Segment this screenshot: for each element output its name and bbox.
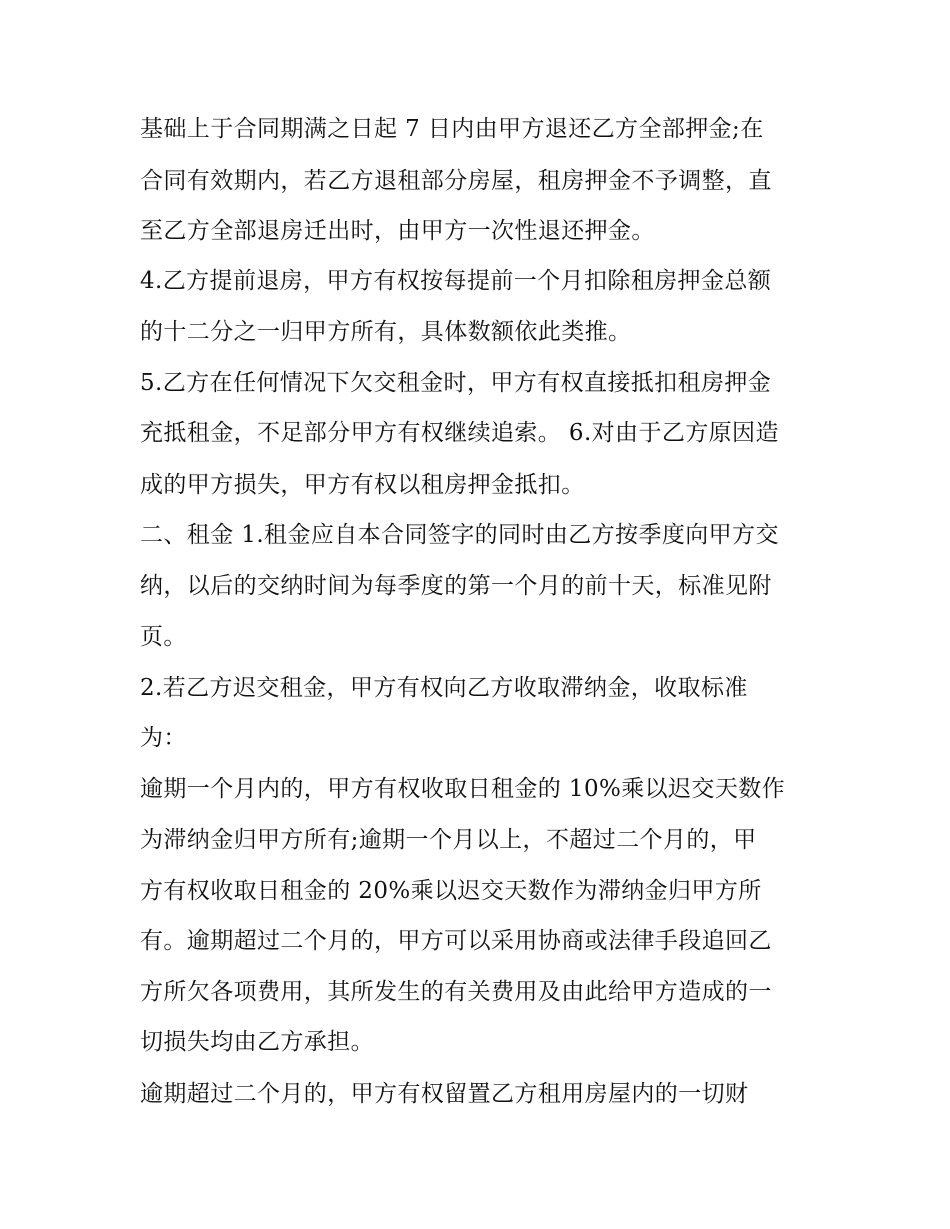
text-line: 方所欠各项费用，其所发生的有关费用及由此给甲方造成的一 (140, 979, 772, 1005)
text-line: 合同有效期内，若乙方退租部分房屋，租房押金不予调整，直 (140, 168, 772, 194)
text-line: 逾期一个月内的，甲方有权收取日租金的 10%乘以迟交天数作 (140, 776, 786, 802)
text-line: 4.乙方提前退房，甲方有权按每提前一个月扣除租房押金总额 (140, 268, 772, 294)
text-line: 2.若乙方迟交租金，甲方有权向乙方收取滞纳金，收取标准 (140, 675, 748, 701)
text-line: 切损失均由乙方承担。 (140, 1029, 374, 1055)
text-line: 页。 (140, 624, 187, 650)
text-line: 纳，以后的交纳时间为每季度的第一个月的前十天，标准见附 (140, 573, 772, 599)
text-line: 充抵租金，不足部分甲方有权继续追索。 6.对由于乙方原因造 (140, 420, 779, 446)
text-line: 成的甲方损失，甲方有权以租房押金抵扣。 (140, 472, 585, 498)
text-line: 为： (140, 725, 187, 751)
text-line: 5.乙方在任何情况下欠交租金时，甲方有权直接抵扣租房押金 (140, 370, 772, 396)
text-line: 逾期超过二个月的，甲方有权留置乙方租用房屋内的一切财 (140, 1081, 749, 1107)
text-line: 为滞纳金归甲方所有;逾期一个月以上，不超过二个月的，甲 (140, 827, 757, 853)
text-line: 有。逾期超过二个月的，甲方可以采用协商或法律手段追回乙 (140, 928, 772, 954)
text-line: 的十二分之一归甲方所有，具体数额依此类推。 (140, 319, 632, 345)
text-line: 基础上于合同期满之日起 7 日内由甲方退还乙方全部押金;在 (140, 116, 764, 142)
text-line: 至乙方全部退房迁出时，由甲方一次性退还押金。 (140, 218, 655, 244)
text-line: 方有权收取日租金的 20%乘以迟交天数作为滞纳金归甲方所 (140, 878, 762, 904)
text-line: 二、租金 1.租金应自本合同签字的同时由乙方按季度向甲方交 (140, 522, 779, 548)
